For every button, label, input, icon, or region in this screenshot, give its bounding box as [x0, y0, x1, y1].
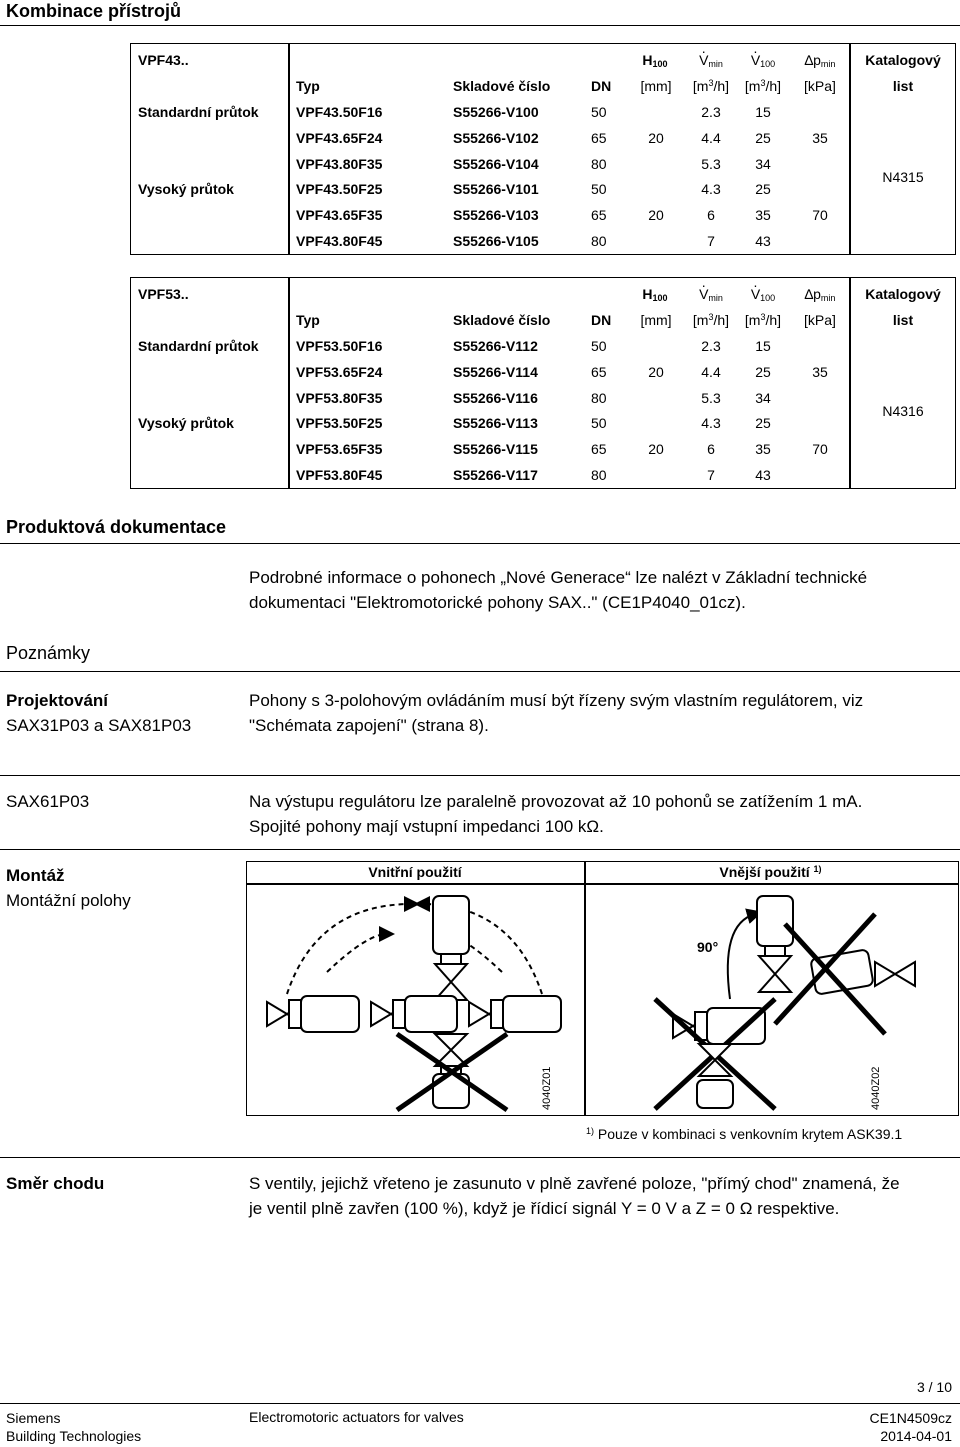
header-sklad: Skladové číslo	[453, 78, 551, 94]
table-row-vmin: 6	[707, 207, 715, 223]
group-standard: Standardní průtok	[138, 338, 259, 354]
table-row-sklad: S55266-V103	[453, 207, 539, 223]
table-row-vmin: 5.3	[701, 390, 721, 406]
header-dn: DN	[591, 312, 612, 328]
actuator-horizontal-right-icon	[469, 996, 561, 1032]
table-row-v100: 15	[755, 338, 771, 354]
table-row-typ: VPF43.50F25	[296, 181, 383, 197]
figure-code: 4040Z02	[870, 1066, 882, 1110]
actuator-horizontal-mid-icon	[371, 996, 457, 1032]
header-h-unit: [mm]	[640, 78, 672, 94]
table-row-dn: 80	[591, 156, 607, 172]
header-dn: DN	[591, 78, 612, 94]
group-standard: Standardní průtok	[138, 104, 259, 120]
table-h-std: 20	[648, 130, 664, 146]
table-row-sklad: S55266-V100	[453, 104, 539, 120]
table-row-sklad: S55266-V113	[453, 415, 538, 431]
table-row-sklad: S55266-V115	[453, 441, 538, 457]
header-v100: · $V_{100}$	[738, 286, 788, 303]
outdoor-mounting-diagram	[585, 884, 956, 1113]
table-row-v100: 25	[755, 415, 771, 431]
table-row-vmin: 4.4	[701, 130, 721, 146]
table-row-sklad: S55266-V102	[453, 130, 539, 146]
table-left-box	[130, 277, 290, 489]
title-rule	[0, 25, 960, 26]
table-row-dn: 50	[591, 415, 607, 431]
table-row-vmin: 2.3	[701, 338, 721, 354]
header-katalog: Katalogový	[865, 52, 941, 68]
table-row-v100: 35	[755, 207, 771, 223]
direction-label: Směr chodu	[6, 1174, 105, 1193]
table-row-sklad: S55266-V117	[453, 467, 538, 483]
section-rule	[0, 543, 960, 544]
indoor-mounting-diagram	[247, 884, 583, 1113]
section-rule	[0, 1157, 960, 1158]
table-dp-high: 70	[812, 207, 828, 223]
table-row-dn: 50	[591, 338, 607, 354]
header-katalog-list: list	[892, 312, 914, 328]
table-row-dn: 65	[591, 207, 607, 223]
header-v100-unit: $[m^3/h]$	[744, 312, 782, 328]
actuator-upright-icon	[433, 896, 469, 1000]
table-row-typ: VPF53.50F16	[296, 338, 383, 354]
rotation-arrow-icon	[327, 934, 387, 972]
group-high: Vysoký průtok	[138, 181, 234, 197]
mounting-label: Montáž Montážní polohy	[6, 866, 131, 910]
table-row-dn: 50	[591, 104, 607, 120]
rotation-arrow-icon	[287, 904, 412, 994]
table-row-dn: 50	[591, 181, 607, 197]
table-row-dn: 65	[591, 364, 607, 380]
table-mid-box	[288, 43, 850, 255]
outdoor-title: Vnější použití $^{1)}$	[719, 864, 822, 880]
table-right-box	[850, 277, 956, 489]
table-row-vmin: 4.4	[701, 364, 721, 380]
table-left-box	[130, 43, 290, 255]
table-row-v100: 43	[755, 233, 771, 249]
table-row-dn: 65	[591, 441, 607, 457]
table-dp-std: 35	[812, 364, 828, 380]
section-rule	[0, 849, 960, 850]
table-h-high: 20	[648, 207, 664, 223]
table-row-v100: 25	[755, 364, 771, 380]
direction-text: S ventily, jejichž vřeteno je zasunuto v plně zavřené poloze, "přímý chod" znamená, že je ventil plně zavřen (100 %), když je řídicí signál Y = 0 V a Z = 0 Ω respektive.	[249, 1174, 900, 1218]
header-dp-unit: [kPa]	[804, 78, 836, 94]
table-mid-box	[288, 277, 850, 489]
indoor-title: Vnitřní použití	[368, 864, 462, 880]
actuator-upright-icon	[757, 896, 793, 992]
sax61-label: SAX61P03	[6, 792, 90, 811]
header-katalog: Katalogový	[865, 286, 941, 302]
notes-heading: Poznámky	[6, 643, 91, 663]
table-row-vmin: 4.3	[701, 415, 721, 431]
table-row-sklad: S55266-V112	[453, 338, 538, 354]
header-v100: · $V_{100}$	[738, 52, 788, 69]
page-number: 3 / 10	[916, 1379, 952, 1395]
table-row-v100: 25	[755, 130, 771, 146]
table-row-v100: 15	[755, 104, 771, 120]
table-row-v100: 35	[755, 441, 771, 457]
section-rule	[0, 775, 960, 776]
table-row-vmin: 6	[707, 441, 715, 457]
footnote: $^{1)}$ Pouze v kombinaci s venkovním krytem ASK39.1	[586, 1126, 903, 1142]
header-vmin: · $V_{min}$	[686, 52, 736, 69]
table-row-typ: VPF53.65F24	[296, 364, 383, 380]
header-katalog-list: list	[892, 78, 914, 94]
table-dp-std: 35	[812, 130, 828, 146]
footer-title: Electromotoric actuators for valves	[249, 1409, 464, 1425]
page-title: Kombinace přístrojů	[6, 1, 182, 21]
table-row-dn: 80	[591, 233, 607, 249]
table-row-v100: 34	[755, 156, 771, 172]
proj-label: Projektování SAX31P03 a SAX81P03	[6, 691, 192, 735]
footer-doc: CE1N4509cz 2014-04-01	[869, 1410, 952, 1444]
group-high: Vysoký průtok	[138, 415, 234, 431]
table-h-std: 20	[648, 364, 664, 380]
table-row-v100: 43	[755, 467, 771, 483]
header-sklad: Skladové číslo	[453, 312, 551, 328]
table-row-typ: VPF53.50F25	[296, 415, 383, 431]
table-dp-high: 70	[812, 441, 828, 457]
table-row-typ: VPF43.80F35	[296, 156, 383, 172]
angle-label: 90°	[697, 939, 719, 955]
table-model: VPF53..	[138, 286, 189, 302]
table-model: VPF43..	[138, 52, 189, 68]
header-h: $H_{100}$	[642, 52, 668, 69]
table-row-vmin: 7	[707, 233, 715, 249]
header-v100-unit: $[m^3/h]$	[744, 78, 782, 94]
table-row-vmin: 4.3	[701, 181, 721, 197]
table-row-typ: VPF53.80F35	[296, 390, 383, 406]
header-h-unit: [mm]	[640, 312, 672, 328]
header-h: $H_{100}$	[642, 286, 668, 303]
table-row-vmin: 2.3	[701, 104, 721, 120]
table-row-dn: 65	[591, 130, 607, 146]
table-row-typ: VPF43.80F45	[296, 233, 383, 249]
actuator-horizontal-left-icon	[267, 996, 359, 1032]
table-h-high: 20	[648, 441, 664, 457]
table-right-box	[850, 43, 956, 255]
table-katalog: N4315	[882, 169, 924, 185]
table-row-sklad: S55266-V116	[453, 390, 538, 406]
table-row-typ: VPF43.65F24	[296, 130, 383, 146]
table-row-dn: 80	[591, 467, 607, 483]
sax61-text: Na výstupu regulátoru lze paralelně provozovat až 10 pohonů se zatížením 1 mA. Spojité pohony mají vstupní impedanci 100 kΩ.	[249, 792, 863, 836]
section-rule	[0, 671, 960, 672]
footer-rule	[0, 1403, 960, 1404]
table-katalog: N4316	[882, 403, 924, 419]
table-row-typ: VPF43.65F35	[296, 207, 383, 223]
table-row-typ: VPF43.50F16	[296, 104, 383, 120]
product-doc-text: Podrobné informace o pohonech „Nové Generace“ lze nalézt v Základní technické dokumentaci "Elektromotorické pohony SAX.." (CE1P4040_01cz).	[249, 568, 868, 612]
footer-company: Siemens Building Technologies	[6, 1410, 142, 1444]
figure-code: 4040Z01	[541, 1066, 553, 1110]
table-row-v100: 34	[755, 390, 771, 406]
product-doc-heading: Produktová dokumentace	[6, 517, 227, 537]
header-dp: $\Delta p_{min}$	[804, 286, 836, 303]
header-vmin-unit: $[m^3/h]$	[692, 312, 730, 328]
table-row-sklad: S55266-V105	[453, 233, 539, 249]
table-row-vmin: 5.3	[701, 156, 721, 172]
header-dp: $\Delta p_{min}$	[804, 52, 836, 69]
header-vmin-unit: $[m^3/h]$	[692, 78, 730, 94]
table-row-dn: 80	[591, 390, 607, 406]
table-row-sklad: S55266-V104	[453, 156, 539, 172]
table-row-v100: 25	[755, 181, 771, 197]
proj-text: Pohony s 3-polohovým ovládáním musí být řízeny svým vlastním regulátorem, viz "Schémata zapojení" (strana 8).	[249, 691, 864, 735]
actuator-inverted-icon	[697, 1044, 733, 1108]
table-row-vmin: 7	[707, 467, 715, 483]
table-row-sklad: S55266-V114	[453, 364, 538, 380]
header-vmin: · $V_{min}$	[686, 286, 736, 303]
table-row-typ: VPF53.80F45	[296, 467, 383, 483]
header-typ: Typ	[296, 312, 320, 328]
header-typ: Typ	[296, 78, 320, 94]
header-dp-unit: [kPa]	[804, 312, 836, 328]
table-row-typ: VPF53.65F35	[296, 441, 383, 457]
rotation-arrow-icon	[728, 914, 755, 999]
table-row-sklad: S55266-V101	[453, 181, 539, 197]
